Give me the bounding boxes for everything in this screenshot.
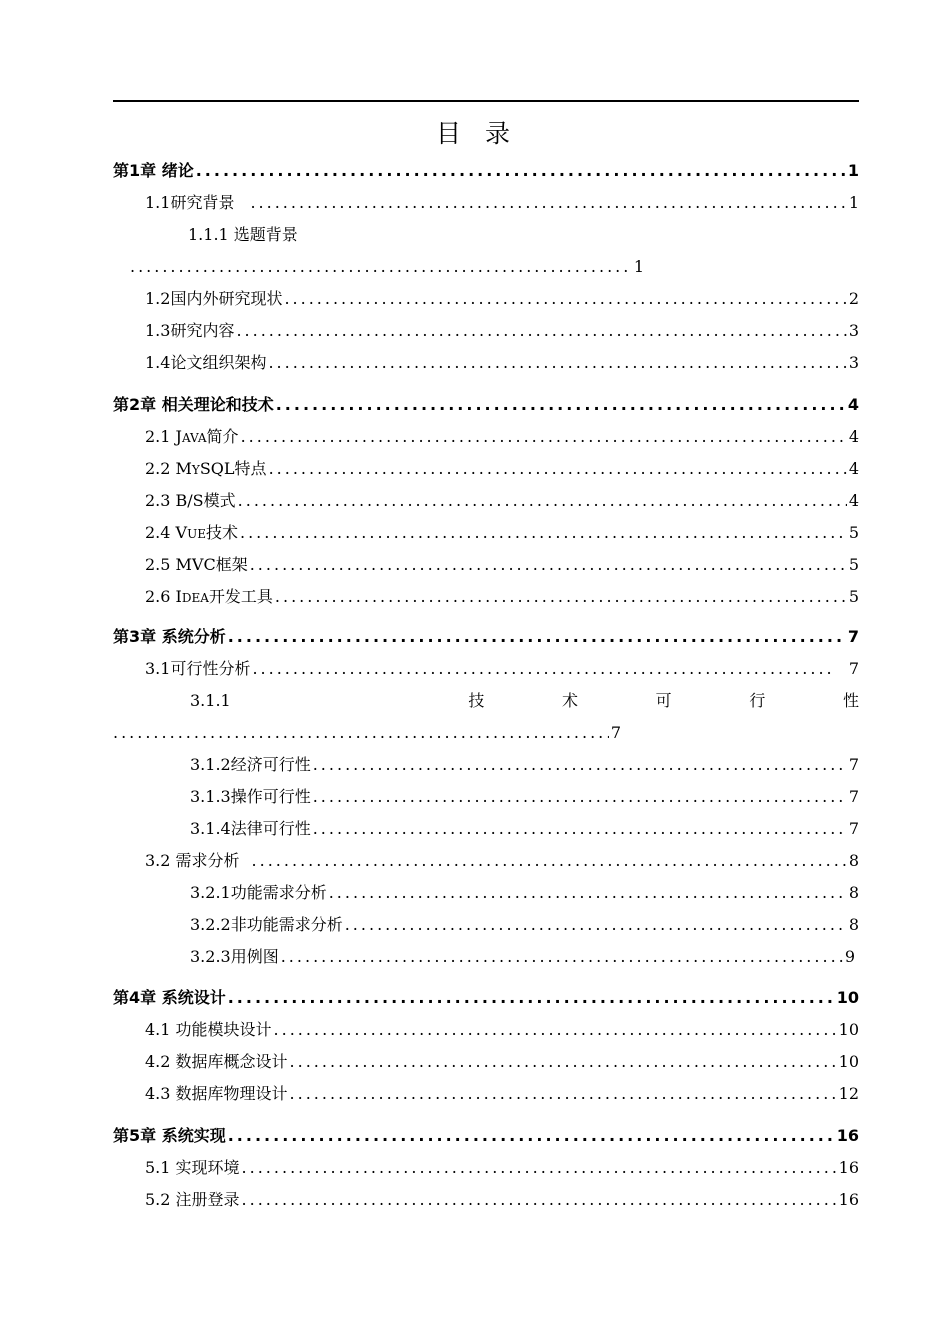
toc-chapter-4[interactable]: 第4章 系统设计 ..... 10 <box>113 987 859 1009</box>
toc-section-3-1-1-leader[interactable]: ..... 7 <box>113 722 621 744</box>
toc-section-1-1[interactable]: 1.1研究背景 ..... 1 <box>145 192 859 214</box>
toc-section-1-2[interactable]: 1.2国内外研究现状 ..... 2 <box>145 288 859 310</box>
toc-section-3-2[interactable]: 3.2 需求分析 ..... 8 <box>145 850 859 872</box>
toc-section-4-2[interactable]: 4.2 数据库概念设计 ..... 10 <box>145 1051 859 1073</box>
toc-section-5-1[interactable]: 5.1 实现环境 ..... 16 <box>145 1157 859 1179</box>
toc-chapter-1[interactable]: 第1章 绪论 ..... 1 <box>113 160 859 182</box>
toc-section-3-2-1[interactable]: 3.2.1功能需求分析 ..... 8 <box>190 882 859 904</box>
toc-section-3-1-3[interactable]: 3.1.3操作可行性 ..... 7 <box>190 786 859 808</box>
toc-section-3-2-3[interactable]: 3.2.3用例图 ..... 9 <box>190 946 855 968</box>
toc-section-4-3[interactable]: 4.3 数据库物理设计 ..... 12 <box>145 1083 859 1105</box>
toc-chapter-2[interactable]: 第2章 相关理论和技术 ..... 4 <box>113 394 859 416</box>
header-rule <box>113 100 859 102</box>
toc-section-3-1-1-label[interactable]: 3.1.1 技 术 可 行 性 <box>190 691 859 710</box>
toc-section-2-2[interactable]: 2.2 MYSQL特点 ..... 4 <box>145 458 859 480</box>
toc-section-1-3[interactable]: 1.3研究内容 ..... 3 <box>145 320 859 342</box>
toc-section-2-1[interactable]: 2.1 JAVA简介 ..... 4 <box>145 426 859 448</box>
toc-section-3-2-2[interactable]: 3.2.2非功能需求分析 ..... 8 <box>190 914 859 936</box>
toc-section-3-1-2[interactable]: 3.1.2经济可行性 ..... 7 <box>190 754 859 776</box>
toc-section-4-1[interactable]: 4.1 功能模块设计 ..... 10 <box>145 1019 859 1041</box>
toc-section-1-4[interactable]: 1.4论文组织架构 ..... 3 <box>145 352 859 374</box>
toc-section-2-4[interactable]: 2.4 VUE技术 ..... 5 <box>145 522 859 544</box>
toc-section-2-3[interactable]: 2.3 B/S模式 ..... 4 <box>145 490 859 512</box>
toc-chapter-3[interactable]: 第3章 系统分析 ..... 7 <box>113 626 859 648</box>
toc-section-2-5[interactable]: 2.5 MVC框架 ..... 5 <box>145 554 859 576</box>
page-title <box>0 114 950 150</box>
toc-section-2-6[interactable]: 2.6 IDEA开发工具 ..... 5 <box>145 586 859 608</box>
toc-section-3-1-4[interactable]: 3.1.4法律可行性 ..... 7 <box>190 818 859 840</box>
title-char-1: 目 <box>435 119 465 148</box>
title-char-2: 录 <box>485 119 515 148</box>
toc-section-1-1-1-label[interactable]: 1.1.1 选题背景 <box>188 225 298 244</box>
toc-section-3-1[interactable]: 3.1可行性分析 ..... 7 <box>145 658 859 680</box>
toc-section-1-1-1-leader[interactable]: ..... 1 <box>130 256 644 278</box>
toc-section-5-2[interactable]: 5.2 注册登录 ..... 16 <box>145 1189 859 1211</box>
toc-chapter-5[interactable]: 第5章 系统实现 ..... 16 <box>113 1125 859 1147</box>
